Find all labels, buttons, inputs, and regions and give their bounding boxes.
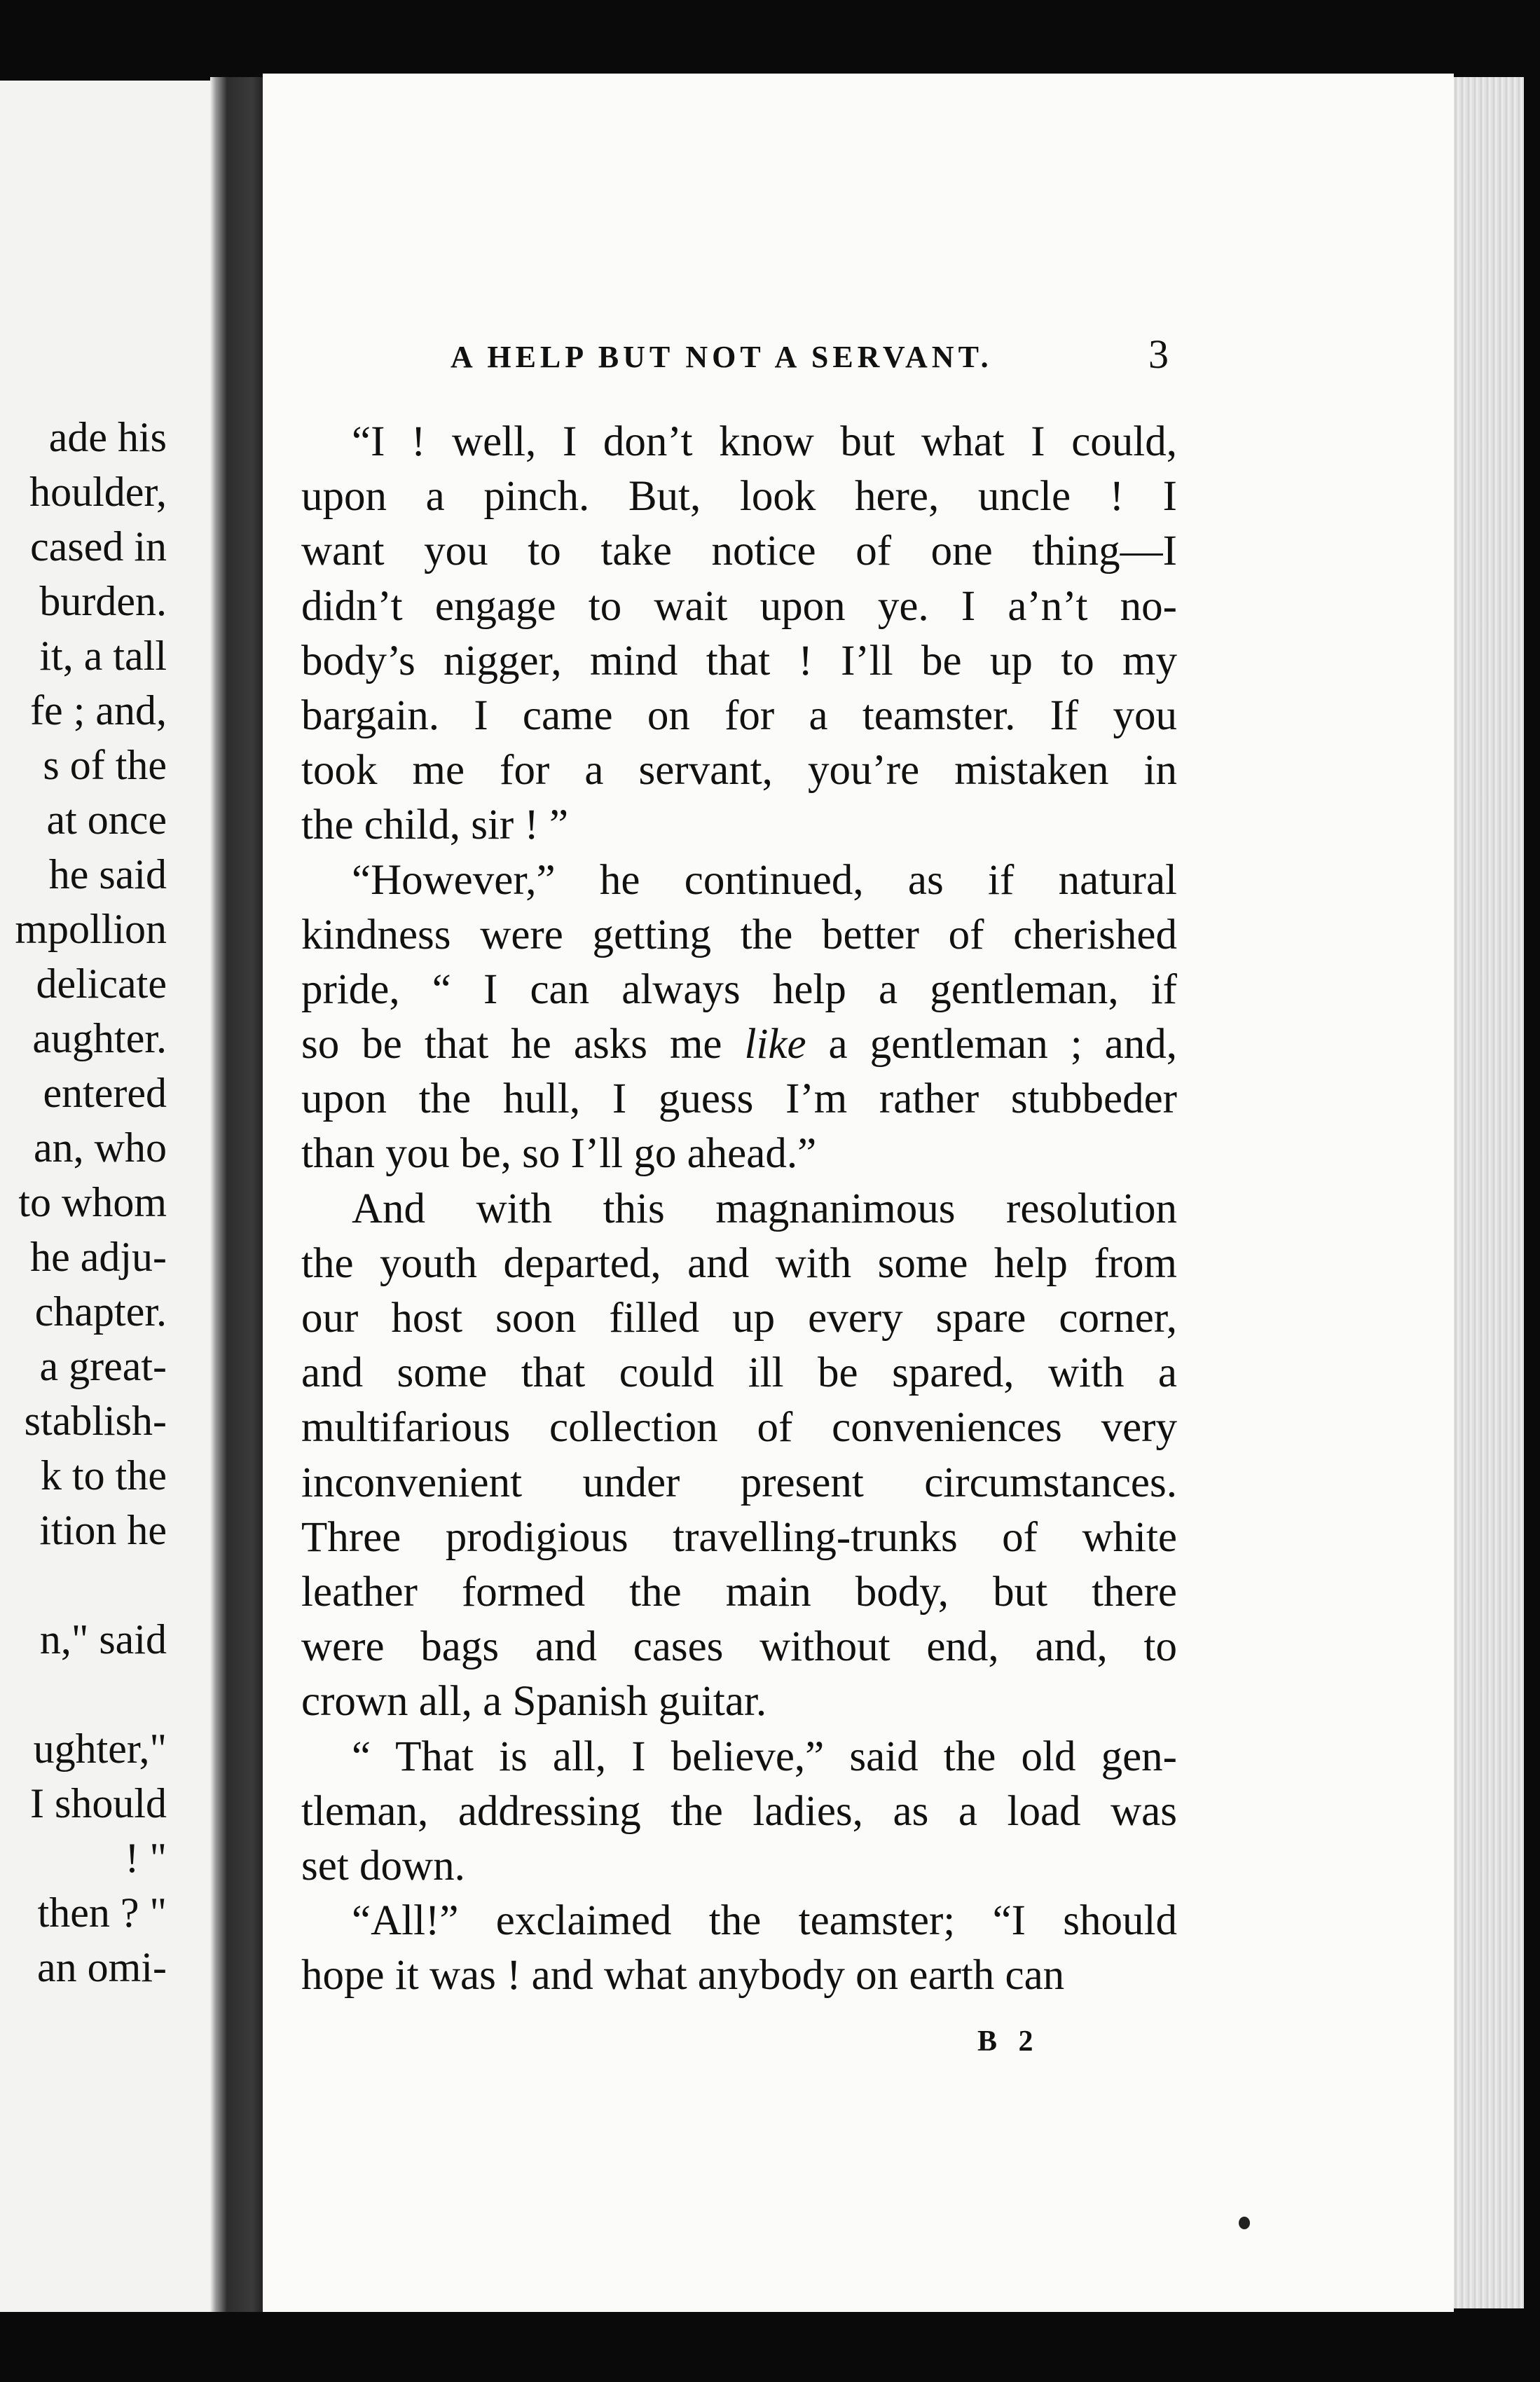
text-line: inconvenient under present circumstances. bbox=[301, 1459, 1177, 1506]
text-line: set down. bbox=[301, 1842, 465, 1889]
facing-page-line: he adju- bbox=[30, 1234, 167, 1280]
facing-page-line: mpollion bbox=[15, 906, 167, 952]
text-line: hope it was ! and what anybody on earth can bbox=[301, 1952, 1065, 1999]
facing-page-line: stablish- bbox=[24, 1398, 167, 1444]
italic-word: like bbox=[744, 1021, 806, 1068]
text-line: upon the hull, I guess I’m rather stubbeder bbox=[301, 1075, 1177, 1123]
text-line: took me for a servant, you’re mistaken in bbox=[301, 747, 1177, 794]
facing-page-line: then ? " bbox=[37, 1889, 167, 1936]
binding-gutter bbox=[210, 77, 266, 2312]
page-number: 3 bbox=[1148, 331, 1169, 377]
text-line: body’s nigger, mind that ! I’ll be up to my bbox=[301, 637, 1177, 684]
page-edges bbox=[1454, 77, 1524, 2308]
facing-page-line: ughter," bbox=[33, 1726, 167, 1772]
text-line: and some that could ill be spared, with a bbox=[301, 1349, 1177, 1397]
facing-page-line: houlder, bbox=[29, 469, 167, 515]
text-line: so be that he asks me like a gentleman ; and, bbox=[301, 1021, 1177, 1068]
text-line: leather formed the main body, but there bbox=[301, 1568, 1177, 1616]
facing-page-line: a great- bbox=[39, 1343, 167, 1389]
text-line: the youth departed, and with some help from bbox=[301, 1239, 1177, 1287]
text-line: tleman, addressing the ladies, as a load was bbox=[301, 1787, 1177, 1835]
text-line: “All!” exclaimed the teamster; “I should bbox=[352, 1897, 1177, 1945]
facing-page-line: s of the bbox=[43, 742, 167, 788]
facing-page-line: fe ; and, bbox=[30, 687, 167, 734]
facing-page-line: burden. bbox=[39, 578, 167, 624]
text-line: were bags and cases without end, and, to bbox=[301, 1623, 1177, 1671]
facing-page-line: cased in bbox=[30, 523, 167, 570]
facing-page-line bbox=[0, 1557, 167, 1612]
text-line: our host soon filled up every spare corner, bbox=[301, 1295, 1177, 1342]
facing-page-line: an omi- bbox=[37, 1944, 167, 1990]
facing-page-text bbox=[0, 410, 167, 1995]
text-line: And with this magnanimous resolution bbox=[352, 1185, 1177, 1232]
facing-page-line: it, a tall bbox=[39, 633, 167, 679]
text-line: bargain. I came on for a teamster. If you bbox=[301, 691, 1177, 739]
facing-page-line bbox=[0, 1667, 167, 1721]
facing-page-line: ade his bbox=[48, 414, 167, 460]
running-title: A HELP BUT NOT A SERVANT. bbox=[451, 340, 993, 374]
page-header bbox=[451, 331, 1169, 378]
facing-page-line: n," said bbox=[39, 1616, 167, 1662]
facing-page-line: an, who bbox=[34, 1124, 167, 1171]
facing-page-line: to whom bbox=[18, 1179, 167, 1225]
text-line: kindness were getting the better of cherished bbox=[301, 911, 1177, 958]
facing-page-left bbox=[0, 81, 210, 2312]
text-line: than you be, so I’ll go ahead.” bbox=[301, 1130, 817, 1178]
text-line: the child, sir ! ” bbox=[301, 801, 569, 849]
facing-page-line: chapter. bbox=[34, 1288, 167, 1335]
text-line: “I ! well, I don’t know but what I could, bbox=[352, 418, 1177, 465]
text-line: multifarious collection of conveniences very bbox=[301, 1404, 1177, 1452]
facing-page-line: ! " bbox=[125, 1835, 167, 1881]
signature-mark: B 2 bbox=[977, 2025, 1040, 2058]
text-line: want you to take notice of one thing—I bbox=[301, 528, 1177, 575]
text-line: didn’t engage to wait upon ye. I a’n’t no- bbox=[301, 582, 1177, 630]
facing-page-line: ition he bbox=[39, 1507, 167, 1553]
text-line: “However,” he continued, as if natural bbox=[352, 856, 1177, 904]
facing-page-line: he said bbox=[48, 851, 167, 897]
text-line: pride, “ I can always help a gentleman, if bbox=[301, 965, 1177, 1013]
facing-page-line: k to the bbox=[41, 1452, 167, 1499]
text-line: upon a pinch. But, look here, uncle ! I bbox=[301, 473, 1177, 521]
text-line: “ That is all, I believe,” said the old gen- bbox=[352, 1733, 1177, 1780]
body-text bbox=[301, 415, 1177, 2003]
facing-page-line: at once bbox=[46, 797, 167, 843]
facing-page-line: I should bbox=[30, 1780, 167, 1826]
facing-page-line: delicate bbox=[36, 961, 167, 1007]
facing-page-line: entered bbox=[43, 1070, 167, 1116]
ink-speck bbox=[1239, 2217, 1250, 2229]
text-line: crown all, a Spanish guitar. bbox=[301, 1678, 767, 1726]
facing-page-line: aughter. bbox=[32, 1015, 167, 1061]
text-line: Three prodigious travelling-trunks of white bbox=[301, 1513, 1177, 1561]
